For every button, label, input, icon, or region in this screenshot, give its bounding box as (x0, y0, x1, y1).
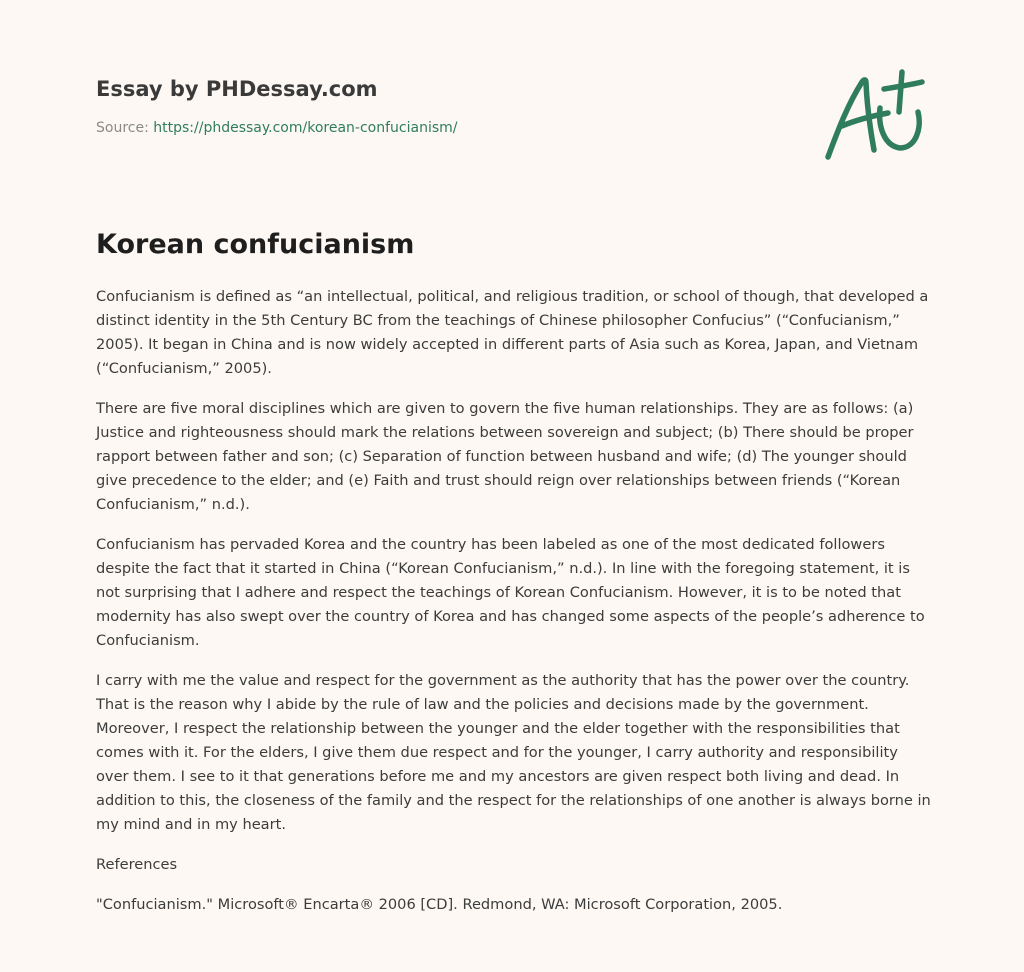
site-header (96, 74, 796, 138)
source-label: Source: (96, 120, 149, 136)
paragraph: Confucianism has pervaded Korea and the country has been labeled as one of the most dedicated followers despite the fact that it started in China (“Korean Confucianism,” n.d.). In line with the foregoing statement, it is not surprising that I adhere and respect the teachings of Korean Confucianism. However, it is to be noted that modernity has also swept over the country of Korea and has changed some aspects of the people’s adherence to Confucianism. (96, 536, 925, 649)
a-plus-grade-logo-icon (822, 68, 926, 164)
source-link[interactable]: https://phdessay.com/korean-confucianism/ (153, 120, 458, 136)
source-line (96, 118, 796, 138)
article-body (96, 285, 932, 933)
paragraph: Confucianism is defined as “an intellectual, political, and religious tradition, or school of though, that developed a distinct identity in the 5th Century BC from the teachings of Chinese philosopher Confucius” (“Confucianism,” 2005). It began in China and is now widely accepted in different parts of Asia such as Korea, Japan, and Vietnam (“Confucianism,” 2005). (96, 288, 929, 377)
references-heading: References (96, 856, 178, 873)
brand-title: Essay by PHDessay.com (96, 77, 378, 101)
paragraph: I carry with me the value and respect for the government as the authority that has the power over the country. That is the reason why I abide by the rule of law and the policies and decisions made by the government. Moreover, I respect the relationship between the younger and the elder together with the responsibilities that comes with it. For the elders, I give them due respect and for the younger, I carry authority and responsibility over them. I see to it that generations before me and my ancestors are given respect both living and dead. In addition to this, the closeness of the family and the respect for the relationships of one another is always borne in my mind and in my heart. (96, 672, 931, 833)
page-title: Korean confucianism (96, 229, 415, 260)
reference-item: "Confucianism." Microsoft® Encarta® 2006 [CD]. Redmond, WA: Microsoft Corporation, 2005. (96, 896, 783, 913)
paragraph: There are five moral disciplines which are given to govern the five human relationships. They are as follows: (a) Justice and righteousness should mark the relations between sovereign and subject; (b) There should be proper rapport between father and son; (c) Separation of function between husband and wife; (d) The younger should give precedence to the elder; and (e) Faith and trust should reign over relationships between friends (“Korean Confucianism,” n.d.). (96, 400, 914, 513)
